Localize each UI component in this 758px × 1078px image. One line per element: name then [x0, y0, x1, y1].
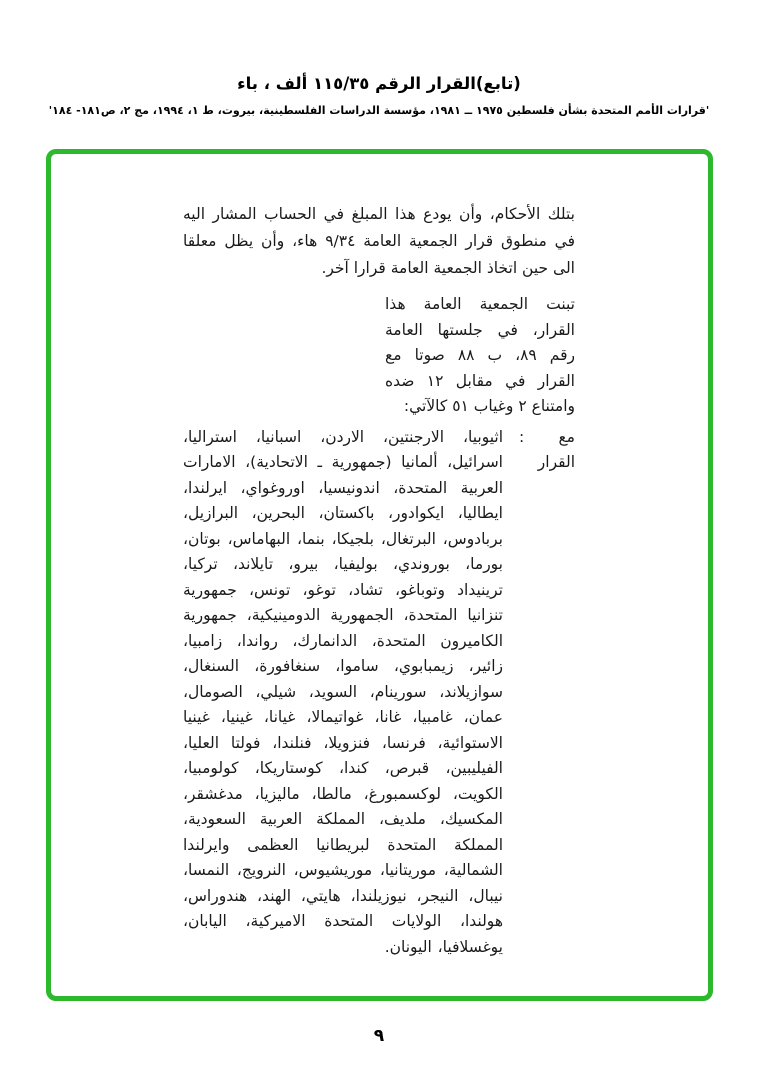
- vote-label: مع القرار: [537, 427, 575, 471]
- page-number: ٩: [373, 1026, 385, 1046]
- adoption-paragraph: تبنت الجمعية العامة هذا القرار، في جلستها العامة رقم ٨٩، ب ٨٨ صوتا مع القرار في مقابل ١٢ ضده وامتناع ٢ وغياب ٥١ كالآتي:: [385, 295, 575, 415]
- body-paragraph-continuation: بتلك الأحكام، وأن يودع هذا المبلغ في الحساب المشار اليه في منطوق قرار الجمعية العامة ٩/٣٤ هاء، وأن يظل معلقا الى حين اتخاذ الجمعية العامة قرارا آخر.: [183, 205, 576, 277]
- vote-label-group: [519, 425, 575, 961]
- citation-line: 'قرارات الأمم المتحدة بشأن فلسطين ١٩٧٥ ــ ١٩٨١، مؤسسة الدراسات الفلسطينية، بيروت، ط ١، ١٩٩٤، مج ٢، ص١٨١- ١٨٤': [48, 104, 710, 117]
- vote-record-row: [183, 425, 575, 961]
- vote-colon: :: [519, 427, 525, 446]
- document-text-block: [183, 201, 575, 960]
- page-title: (تابع)القرار الرقم ١١٥/٣٥ ألف ، باء: [237, 74, 521, 93]
- in-favour-country-list: اثيوبيا، الارجنتين، الاردن، اسبانيا، استراليا، اسرائيل، ألمانيا (جمهورية ـ الاتحادية)، الامارات العربية المتحدة، اندونيسيا، اوروغواي، ايرلندا، ايطاليا، ايكوادور، باكستان، البحرين، البرازيل، بربادوس، البرتغال، بلجيكا، بنما، البهاماس، بوتان، بورما، بوروندي، بوليفيا، بيرو، تايلاند، تركيا، ترينيداد وتوباغو، تشاد، توغو، تونس، جمهورية تنزانيا المتحدة، الجمهورية الدومينيكية، جمهورية الكاميرون المتحدة، الدانمارك، رواندا، زامبيا، زائير، زيمبابوي، ساموا، سنغافورة، السنغال، سوازيلاند، سورينام، السويد، شيلي، الصومال، عمان، غامبيا، غانا، غواتيمالا، غيانا، غينيا، غينيا الاستوائية، فرنسا، فنزويلا، فنلندا، فولتا العليا، الفيليبين، قبرص، كندا، كوستاريكا، كولومبيا، الكويت، لوكسمبورغ، مالطا، ماليزيا، مدغشقر، المكسيك، ملديف، المملكة العربية السعودية، المملكة المتحدة لبريطانيا العظمى وايرلندا الشمالية، موريتانيا، موريشيوس، النرويج، النمسا، نيبال، النيجر، نيوزيلندا، هايتي، الهند، هندوراس، هولندا، الولايات المتحدة الاميركية، اليابان، يوغسلافيا، اليونان.: [183, 427, 503, 956]
